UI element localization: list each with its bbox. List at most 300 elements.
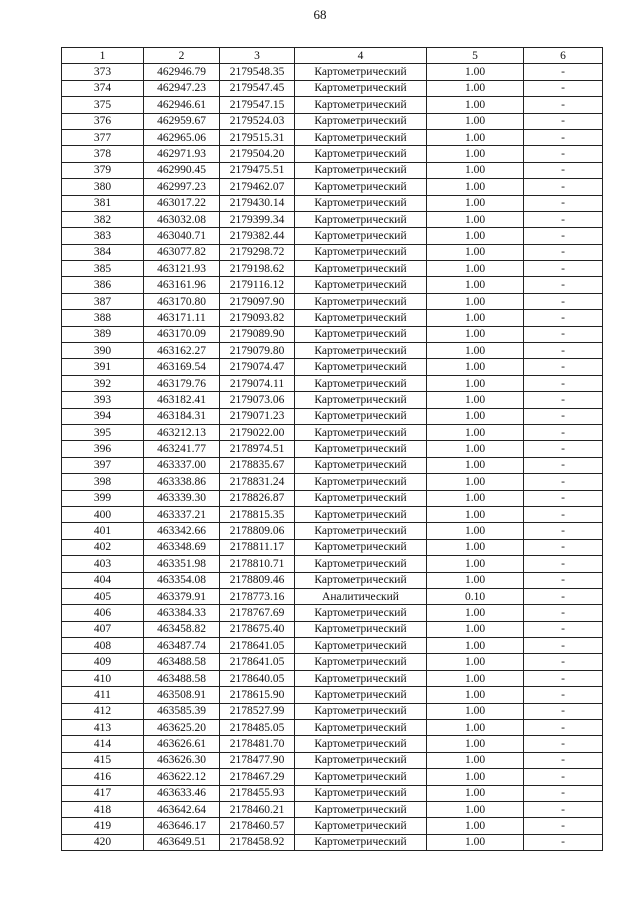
header-cell: 2 [144, 48, 220, 64]
table-cell: 1.00 [427, 80, 524, 96]
table-cell: 376 [62, 113, 144, 129]
table-cell: 2179089.90 [220, 326, 295, 342]
table-cell: Картометрический [295, 343, 427, 359]
table-cell: 463337.21 [144, 506, 220, 522]
table-cell: 463032.08 [144, 211, 220, 227]
table-cell: Картометрический [295, 605, 427, 621]
table-cell: Аналитический [295, 588, 427, 604]
table-cell: 1.00 [427, 752, 524, 768]
table-cell: 381 [62, 195, 144, 211]
table-cell: 463342.66 [144, 523, 220, 539]
table-cell: 1.00 [427, 539, 524, 555]
table-cell: 463339.30 [144, 490, 220, 506]
table-cell: Картометрический [295, 375, 427, 391]
table-cell: 415 [62, 752, 144, 768]
table-row [62, 195, 603, 211]
table-cell: 463184.31 [144, 408, 220, 424]
table-cell: 2179475.51 [220, 162, 295, 178]
table-cell: 2179097.90 [220, 293, 295, 309]
table-cell: 2179430.14 [220, 195, 295, 211]
table-cell: Картометрический [295, 621, 427, 637]
table-row [62, 129, 603, 145]
table-cell: Картометрический [295, 687, 427, 703]
table-cell: 463077.82 [144, 244, 220, 260]
table-cell: Картометрический [295, 146, 427, 162]
table-cell: 2178810.71 [220, 556, 295, 572]
table-cell: - [524, 605, 603, 621]
table-cell: 407 [62, 621, 144, 637]
table-row [62, 359, 603, 375]
table-cell: 382 [62, 211, 144, 227]
table-cell: - [524, 588, 603, 604]
table-cell: - [524, 490, 603, 506]
table-cell: - [524, 752, 603, 768]
table-cell: Картометрический [295, 801, 427, 817]
table-cell: Картометрический [295, 490, 427, 506]
table-cell: - [524, 359, 603, 375]
table-cell: Картометрический [295, 129, 427, 145]
table-cell: 1.00 [427, 556, 524, 572]
table-cell: - [524, 556, 603, 572]
table-cell: 1.00 [427, 474, 524, 490]
table-cell: 397 [62, 457, 144, 473]
table-cell: 2179504.20 [220, 146, 295, 162]
table-cell: 419 [62, 818, 144, 834]
table-cell: - [524, 211, 603, 227]
table-cell: 2178809.46 [220, 572, 295, 588]
table-cell: 2179515.31 [220, 129, 295, 145]
table-cell: Картометрический [295, 736, 427, 752]
table-cell: 401 [62, 523, 144, 539]
table-cell: Картометрический [295, 228, 427, 244]
table-cell: 1.00 [427, 195, 524, 211]
table-cell: 2178615.90 [220, 687, 295, 703]
table-cell: - [524, 97, 603, 113]
table-cell: 1.00 [427, 113, 524, 129]
table-cell: 1.00 [427, 211, 524, 227]
table-cell: 463626.30 [144, 752, 220, 768]
table-cell: 463626.61 [144, 736, 220, 752]
table-cell: Картометрический [295, 392, 427, 408]
table-cell: 1.00 [427, 785, 524, 801]
table-cell: 2178455.93 [220, 785, 295, 801]
table-cell: - [524, 457, 603, 473]
table-row [62, 457, 603, 473]
header-cell: 1 [62, 48, 144, 64]
table-row [62, 785, 603, 801]
table-cell: - [524, 441, 603, 457]
table-cell: Картометрический [295, 326, 427, 342]
table-cell: 463354.08 [144, 572, 220, 588]
table-cell: Картометрический [295, 720, 427, 736]
table-cell: - [524, 769, 603, 785]
table-cell: Картометрический [295, 113, 427, 129]
table-cell: Картометрический [295, 818, 427, 834]
table-cell: 1.00 [427, 97, 524, 113]
table-cell: 2179074.11 [220, 375, 295, 391]
table-cell: 1.00 [427, 670, 524, 686]
table-cell: 463379.91 [144, 588, 220, 604]
table-cell: 463171.11 [144, 310, 220, 326]
table-cell: - [524, 736, 603, 752]
coordinates-table [61, 47, 603, 851]
table-cell: 1.00 [427, 277, 524, 293]
table-cell: - [524, 392, 603, 408]
table-cell: 463488.58 [144, 654, 220, 670]
table-cell: Картометрический [295, 703, 427, 719]
table-cell: 1.00 [427, 490, 524, 506]
table-row [62, 638, 603, 654]
table-cell: 2178831.24 [220, 474, 295, 490]
table-row [62, 64, 603, 80]
header-row [62, 48, 603, 64]
table-cell: - [524, 539, 603, 555]
table-cell: 2178773.16 [220, 588, 295, 604]
table-row [62, 605, 603, 621]
table-cell: 406 [62, 605, 144, 621]
table-cell: - [524, 80, 603, 96]
table-cell: - [524, 785, 603, 801]
table-cell: Картометрический [295, 457, 427, 473]
table-row [62, 343, 603, 359]
table-cell: 1.00 [427, 801, 524, 817]
table-cell: 2179298.72 [220, 244, 295, 260]
table-cell: 408 [62, 638, 144, 654]
table-cell: 2179547.15 [220, 97, 295, 113]
table-cell: 1.00 [427, 621, 524, 637]
table-cell: Картометрический [295, 523, 427, 539]
table-cell: 1.00 [427, 818, 524, 834]
table-cell: 2178467.29 [220, 769, 295, 785]
header-cell: 5 [427, 48, 524, 64]
table-cell: 2179399.34 [220, 211, 295, 227]
table-cell: 399 [62, 490, 144, 506]
table-cell: 2179116.12 [220, 277, 295, 293]
table-cell: 1.00 [427, 424, 524, 440]
table-cell: 2178527.99 [220, 703, 295, 719]
table-cell: 394 [62, 408, 144, 424]
table-cell: 463487.74 [144, 638, 220, 654]
table-row [62, 179, 603, 195]
table-row [62, 441, 603, 457]
table-cell: 463241.77 [144, 441, 220, 457]
table-cell: 409 [62, 654, 144, 670]
table-row [62, 736, 603, 752]
table-cell: 2178640.05 [220, 670, 295, 686]
table-cell: 383 [62, 228, 144, 244]
table-cell: 463161.96 [144, 277, 220, 293]
table-cell: 391 [62, 359, 144, 375]
table-cell: Картометрический [295, 277, 427, 293]
table-cell: 2178485.05 [220, 720, 295, 736]
table-cell: - [524, 638, 603, 654]
header-cell: 6 [524, 48, 603, 64]
table-cell: - [524, 818, 603, 834]
table-row [62, 801, 603, 817]
table-cell: 411 [62, 687, 144, 703]
table-cell: 1.00 [427, 720, 524, 736]
table-cell: - [524, 162, 603, 178]
header-cell: 4 [295, 48, 427, 64]
table-row [62, 572, 603, 588]
table-cell: 412 [62, 703, 144, 719]
table-cell: 462947.23 [144, 80, 220, 96]
table-cell: Картометрический [295, 179, 427, 195]
table-cell: 1.00 [427, 408, 524, 424]
table-cell: 1.00 [427, 506, 524, 522]
table-cell: 463212.13 [144, 424, 220, 440]
table-cell: 1.00 [427, 736, 524, 752]
table-row [62, 539, 603, 555]
table-cell: 416 [62, 769, 144, 785]
table-cell: - [524, 670, 603, 686]
table-cell: 463625.20 [144, 720, 220, 736]
table-row [62, 97, 603, 113]
table-cell: 463384.33 [144, 605, 220, 621]
table-cell: 1.00 [427, 162, 524, 178]
table-cell: - [524, 720, 603, 736]
table-row [62, 523, 603, 539]
table-cell: 462946.61 [144, 97, 220, 113]
table-cell: Картометрический [295, 539, 427, 555]
table-cell: 377 [62, 129, 144, 145]
table-row [62, 703, 603, 719]
table-row [62, 228, 603, 244]
table-cell: 2178826.87 [220, 490, 295, 506]
table-cell: 1.00 [427, 261, 524, 277]
table-cell: 2178458.92 [220, 834, 295, 850]
table-cell: 462959.67 [144, 113, 220, 129]
table-row [62, 670, 603, 686]
table-cell: 463348.69 [144, 539, 220, 555]
header-cell: 3 [220, 48, 295, 64]
table-cell: 463169.54 [144, 359, 220, 375]
table-cell: 400 [62, 506, 144, 522]
table-cell: 1.00 [427, 638, 524, 654]
table-cell: - [524, 424, 603, 440]
table-row [62, 113, 603, 129]
table-cell: 386 [62, 277, 144, 293]
table-cell: 1.00 [427, 293, 524, 309]
table-cell: 373 [62, 64, 144, 80]
table-cell: Картометрический [295, 785, 427, 801]
table-cell: Картометрический [295, 506, 427, 522]
table-cell: Картометрический [295, 162, 427, 178]
table-cell: 463488.58 [144, 670, 220, 686]
table-cell: 393 [62, 392, 144, 408]
table-row [62, 556, 603, 572]
table-cell: 396 [62, 441, 144, 457]
table-cell: 385 [62, 261, 144, 277]
table-cell: 463170.80 [144, 293, 220, 309]
table-cell: 463337.00 [144, 457, 220, 473]
table-cell: 1.00 [427, 129, 524, 145]
table-cell: - [524, 621, 603, 637]
table-cell: 1.00 [427, 654, 524, 670]
table-cell: - [524, 64, 603, 80]
table-cell: - [524, 654, 603, 670]
table-cell: Картометрический [295, 572, 427, 588]
table-cell: 374 [62, 80, 144, 96]
table-cell: 379 [62, 162, 144, 178]
table-cell: 1.00 [427, 326, 524, 342]
table-cell: 2179073.06 [220, 392, 295, 408]
table-row [62, 408, 603, 424]
table-cell: 2179022.00 [220, 424, 295, 440]
table-cell: 1.00 [427, 375, 524, 391]
table-cell: 2178974.51 [220, 441, 295, 457]
table-cell: - [524, 310, 603, 326]
table-cell: 378 [62, 146, 144, 162]
table-cell: - [524, 228, 603, 244]
table-cell: Картометрический [295, 834, 427, 850]
table-row [62, 818, 603, 834]
table-cell: - [524, 523, 603, 539]
table-cell: 463170.09 [144, 326, 220, 342]
table-cell: - [524, 113, 603, 129]
table-cell: 2179462.07 [220, 179, 295, 195]
table-row [62, 261, 603, 277]
table-cell: 389 [62, 326, 144, 342]
table-row [62, 621, 603, 637]
table-row [62, 769, 603, 785]
table-cell: - [524, 408, 603, 424]
table-cell: Картометрический [295, 244, 427, 260]
table-cell: 0.10 [427, 588, 524, 604]
table-cell: 2178460.57 [220, 818, 295, 834]
table-cell: 403 [62, 556, 144, 572]
table-cell: 413 [62, 720, 144, 736]
table-cell: 463162.27 [144, 343, 220, 359]
table-row [62, 654, 603, 670]
table-cell: 1.00 [427, 228, 524, 244]
table-cell: Картометрический [295, 654, 427, 670]
table-row [62, 326, 603, 342]
table-cell: 1.00 [427, 703, 524, 719]
table-cell: 380 [62, 179, 144, 195]
table-cell: - [524, 834, 603, 850]
table-cell: 2178641.05 [220, 638, 295, 654]
table-cell: 1.00 [427, 769, 524, 785]
table-cell: - [524, 261, 603, 277]
table-cell: Картометрический [295, 359, 427, 375]
table-cell: Картометрический [295, 310, 427, 326]
table-cell: 402 [62, 539, 144, 555]
table-cell: 1.00 [427, 687, 524, 703]
table-cell: 1.00 [427, 146, 524, 162]
table-cell: 463040.71 [144, 228, 220, 244]
table-cell: Картометрический [295, 64, 427, 80]
table-row [62, 490, 603, 506]
table-cell: 462965.06 [144, 129, 220, 145]
table-cell: Картометрический [295, 424, 427, 440]
table-row [62, 146, 603, 162]
table-body [62, 64, 603, 851]
table-cell: 1.00 [427, 392, 524, 408]
table-cell: 463585.39 [144, 703, 220, 719]
table-row [62, 244, 603, 260]
table-cell: 2178641.05 [220, 654, 295, 670]
table-cell: Картометрический [295, 769, 427, 785]
page-number: 68 [313, 7, 327, 22]
table-cell: Картометрический [295, 441, 427, 457]
table-row [62, 506, 603, 522]
table-cell: 2178767.69 [220, 605, 295, 621]
table-cell: - [524, 146, 603, 162]
table-cell: 463633.46 [144, 785, 220, 801]
table-cell: - [524, 375, 603, 391]
table-cell: 1.00 [427, 359, 524, 375]
table-cell: 395 [62, 424, 144, 440]
table-cell: - [524, 572, 603, 588]
table-cell: 1.00 [427, 441, 524, 457]
table-cell: - [524, 687, 603, 703]
table-cell: 2178811.17 [220, 539, 295, 555]
table-header [62, 48, 603, 64]
table-cell: 2178835.67 [220, 457, 295, 473]
table-cell: - [524, 293, 603, 309]
table-cell: 463017.22 [144, 195, 220, 211]
table-cell: 463182.41 [144, 392, 220, 408]
table-cell: Картометрический [295, 752, 427, 768]
table-cell: - [524, 195, 603, 211]
table-cell: 1.00 [427, 244, 524, 260]
table-cell: 2179382.44 [220, 228, 295, 244]
table-cell: Картометрический [295, 474, 427, 490]
table-cell: - [524, 703, 603, 719]
table-cell: Картометрический [295, 80, 427, 96]
table-cell: 2179524.03 [220, 113, 295, 129]
table-row [62, 588, 603, 604]
table-cell: 463642.64 [144, 801, 220, 817]
table-cell: 420 [62, 834, 144, 850]
table-cell: 2178481.70 [220, 736, 295, 752]
table-cell: 2178460.21 [220, 801, 295, 817]
table-row [62, 375, 603, 391]
table-cell: 462990.45 [144, 162, 220, 178]
table-cell: 414 [62, 736, 144, 752]
table-cell: 463458.82 [144, 621, 220, 637]
table-cell: 1.00 [427, 179, 524, 195]
table-cell: 463646.17 [144, 818, 220, 834]
table-cell: 462946.79 [144, 64, 220, 80]
table-cell: - [524, 801, 603, 817]
table-cell: Картометрический [295, 408, 427, 424]
table-cell: 1.00 [427, 343, 524, 359]
table-cell: 462971.93 [144, 146, 220, 162]
table-cell: 2178809.06 [220, 523, 295, 539]
table-cell: 463508.91 [144, 687, 220, 703]
table-cell: Картометрический [295, 195, 427, 211]
table-cell: Картометрический [295, 670, 427, 686]
table-cell: 463179.76 [144, 375, 220, 391]
table-cell: 463622.12 [144, 769, 220, 785]
table-cell: Картометрический [295, 638, 427, 654]
table-row [62, 834, 603, 850]
table-cell: 417 [62, 785, 144, 801]
table-cell: - [524, 244, 603, 260]
table-cell: - [524, 129, 603, 145]
table-cell: 2178815.35 [220, 506, 295, 522]
table-cell: Картометрический [295, 293, 427, 309]
table-cell: 2179074.47 [220, 359, 295, 375]
table-row [62, 277, 603, 293]
table-cell: 390 [62, 343, 144, 359]
table-cell: 2179071.23 [220, 408, 295, 424]
table-cell: Картометрический [295, 97, 427, 113]
table-cell: 463649.51 [144, 834, 220, 850]
table-cell: - [524, 277, 603, 293]
